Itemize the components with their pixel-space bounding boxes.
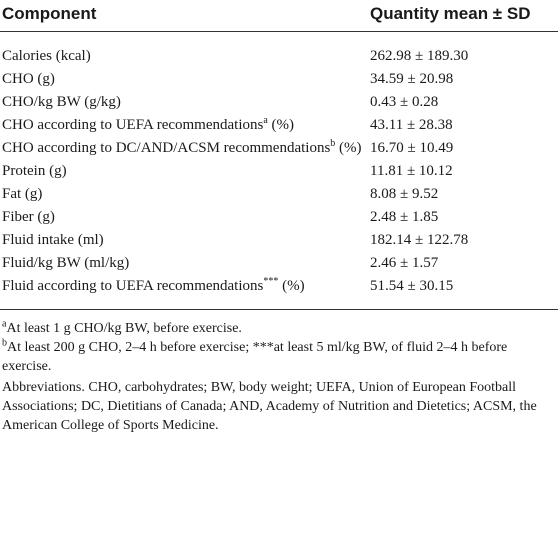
row-quantity-cell: 2.48 ± 1.85 — [370, 209, 439, 225]
row-unit-suffix: (%) — [278, 278, 305, 294]
row-unit-suffix: (%) — [267, 117, 295, 133]
table-body — [0, 32, 558, 310]
table-row — [0, 91, 558, 114]
table-row — [0, 160, 558, 183]
row-footnote-marker: b — [330, 138, 336, 149]
row-quantity-cell: 34.59 ± 20.98 — [370, 71, 454, 87]
row-quantity-cell: 11.81 ± 10.12 — [370, 163, 453, 179]
table-row — [0, 229, 558, 252]
table-footnotes — [0, 310, 558, 435]
row-component-cell — [0, 229, 370, 252]
row-footnote-marker: a — [263, 115, 268, 126]
row-component-label: CHO (g) — [2, 71, 55, 87]
table-row — [0, 252, 558, 275]
row-component-cell — [0, 114, 370, 137]
row-component-cell — [0, 137, 370, 160]
row-quantity-cell: 43.11 ± 28.38 — [370, 117, 453, 133]
table-row — [0, 32, 558, 69]
row-component-label: Calories (kcal) — [2, 48, 91, 64]
row-component-cell — [0, 91, 370, 114]
table-row — [0, 68, 558, 91]
row-component-label: CHO according to UEFA recommendations — [2, 117, 264, 133]
table-row — [0, 275, 558, 310]
row-quantity-cell: 262.98 ± 189.30 — [370, 48, 469, 64]
row-component-cell — [0, 275, 370, 310]
footnote-b — [2, 338, 556, 376]
row-component-cell — [0, 160, 370, 183]
row-quantity-cell: 2.46 ± 1.57 — [370, 255, 439, 271]
row-quantity-cell: 51.54 ± 30.15 — [370, 275, 558, 310]
footnote-a-marker: a — [2, 318, 7, 330]
row-component-cell — [0, 68, 370, 91]
row-component-label: Fluid/kg BW (ml/kg) — [2, 255, 130, 271]
column-header-quantity: Quantity mean ± SD — [370, 0, 558, 32]
row-component-label: Fluid according to UEFA recommendations — [2, 278, 264, 294]
row-quantity-cell: 16.70 ± 10.49 — [370, 140, 454, 156]
footnote-a-text: At least 1 g CHO/kg BW, before exercise. — [6, 321, 242, 336]
table-row — [0, 137, 558, 160]
row-component-label: Protein (g) — [2, 163, 67, 179]
row-unit-suffix: (%) — [335, 140, 362, 156]
row-component-label: Fat (g) — [2, 186, 43, 202]
row-component-cell — [0, 183, 370, 206]
row-component-label: Fiber (g) — [2, 209, 55, 225]
row-quantity-cell: 182.14 ± 122.78 — [370, 232, 469, 248]
row-component-label: CHO/kg BW (g/kg) — [2, 94, 121, 110]
row-quantity-cell: 8.08 ± 9.52 — [370, 186, 439, 202]
row-footnote-marker: *** — [263, 276, 279, 287]
row-component-label: Fluid intake (ml) — [2, 232, 104, 248]
table-row — [0, 183, 558, 206]
table-row — [0, 206, 558, 229]
row-component-label: CHO according to DC/AND/ACSM recommendations — [2, 140, 331, 156]
row-component-cell — [0, 252, 370, 275]
row-component-cell — [0, 32, 370, 69]
row-component-cell — [0, 206, 370, 229]
column-header-component: Component — [0, 0, 370, 32]
footnote-abbreviations: Abbreviations. CHO, carbohydrates; BW, body weight; UEFA, Union of European Football Associations; DC, Dietitians of Canada; AND, Academy of Nutrition and Dietetics; ACSM, the American College of Sports Medicine. — [2, 380, 537, 433]
footnote-b-text: At least 200 g CHO, 2–4 h before exercise; ***at least 5 ml/kg BW, of fluid 2–4 h before exercise. — [2, 340, 508, 374]
table-header-row — [0, 0, 558, 32]
footnote-a — [2, 319, 556, 338]
row-quantity-cell: 0.43 ± 0.28 — [370, 94, 439, 110]
footnote-b-marker: b — [2, 337, 7, 349]
table-row — [0, 114, 558, 137]
